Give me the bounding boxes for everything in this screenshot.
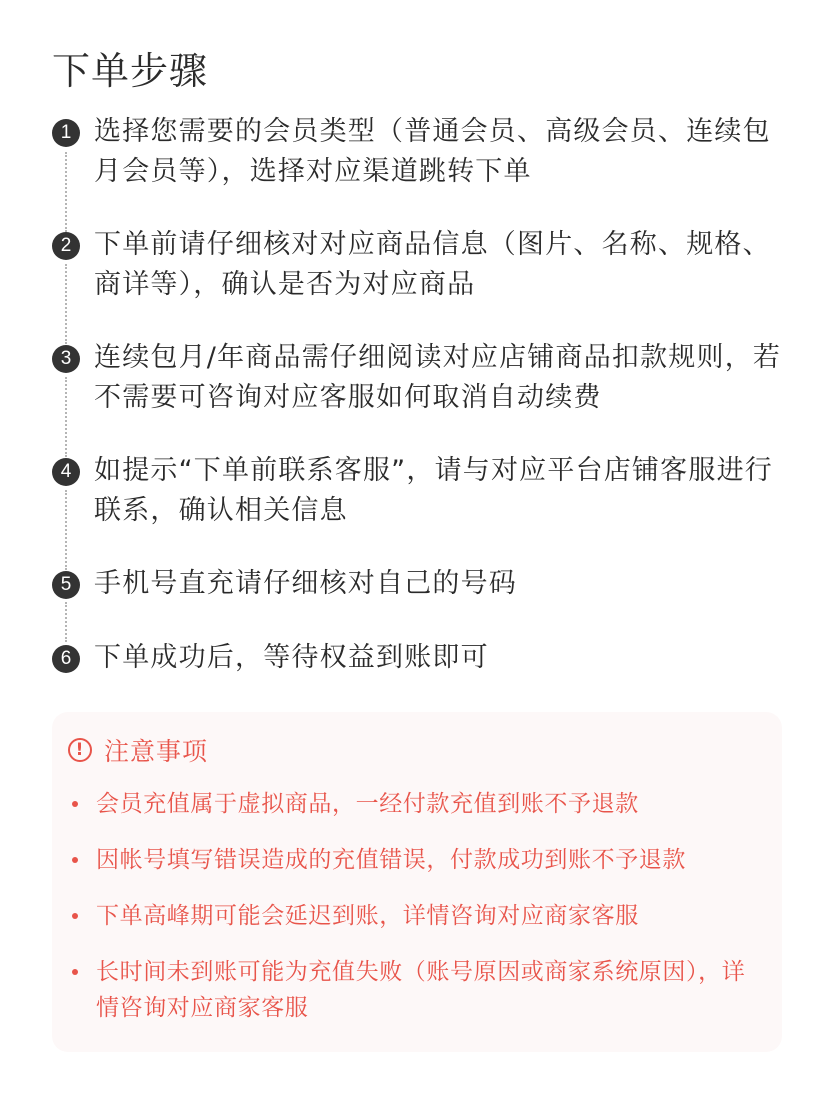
- step-number-icon: 5: [52, 571, 80, 599]
- notice-item: [68, 898, 768, 934]
- notice-item-text: 长时间未到账可能为充值失败（账号原因或商家系统原因），详情咨询对应商家客服: [96, 959, 746, 1021]
- step-text: 如提示“下单前联系客服”，请与对应平台店铺客服进行联系，确认相关信息: [94, 455, 773, 526]
- notice-item: [68, 842, 768, 878]
- step-number-icon: 4: [52, 458, 80, 486]
- notice-item-text: 因帐号填写错误造成的充值错误，付款成功到账不予退款: [96, 847, 686, 873]
- step-item: [52, 112, 784, 192]
- step-number-icon: 6: [52, 645, 80, 673]
- step-connector: [65, 602, 67, 642]
- step-text: 下单成功后，等待权益到账即可: [94, 642, 489, 673]
- notice-list: [68, 786, 768, 1046]
- step-number-icon: 1: [52, 119, 80, 147]
- bullet-dot-icon: [72, 913, 78, 919]
- bullet-dot-icon: [72, 801, 78, 807]
- notice-item: [68, 786, 768, 822]
- step-number-icon: 2: [52, 232, 80, 260]
- bullet-dot-icon: [72, 857, 78, 863]
- notice-header: [68, 732, 208, 768]
- step-item: [52, 451, 784, 531]
- alert-circle-icon: !: [68, 738, 92, 762]
- notice-item-text: 下单高峰期可能会延迟到账，详情咨询对应商家客服: [96, 903, 639, 929]
- notice-item-text: 会员充值属于虚拟商品，一经付款充值到账不予退款: [96, 791, 639, 817]
- step-item: [52, 638, 784, 678]
- step-text: 连续包月/年商品需仔细阅读对应店铺商品扣款规则，若不需要可咨询对应客服如何取消自动续费: [94, 342, 782, 413]
- step-text: 选择您需要的会员类型（普通会员、高级会员、连续包月会员等），选择对应渠道跳转下单: [94, 116, 771, 187]
- step-text: 手机号直充请仔细核对自己的号码: [94, 568, 517, 599]
- step-item: [52, 338, 784, 418]
- step-item: [52, 564, 784, 604]
- step-item: [52, 225, 784, 305]
- step-number-icon: 3: [52, 345, 80, 373]
- notice-title: 注意事项: [104, 737, 209, 766]
- notice-card: [52, 712, 782, 1052]
- notice-item: [68, 954, 768, 1026]
- step-text: 下单前请仔细核对对应商品信息（图片、名称、规格、商详等），确认是否为对应商品: [94, 229, 771, 300]
- page-title: 下单步骤: [52, 49, 209, 93]
- bullet-dot-icon: [72, 969, 78, 975]
